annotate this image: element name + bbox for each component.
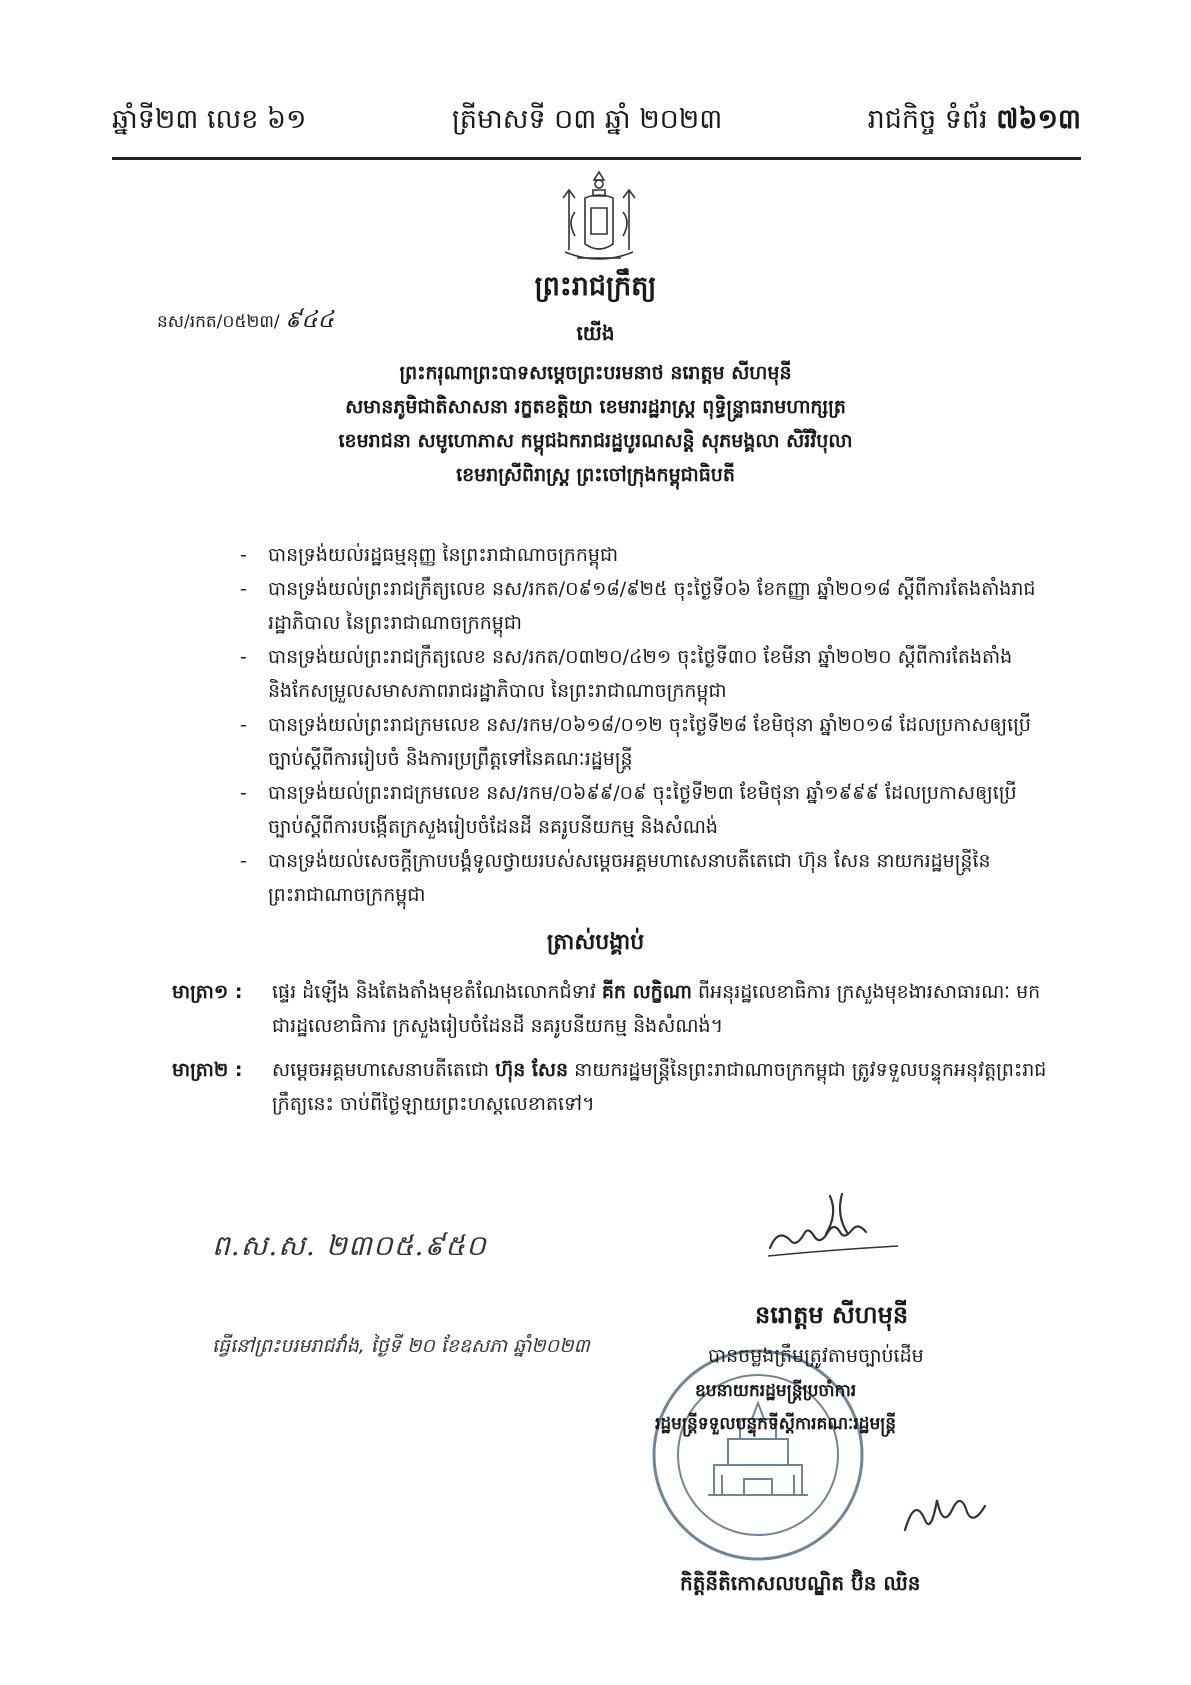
bullet-dash: - [240, 544, 247, 566]
official-seal-icon [648, 1345, 868, 1565]
preamble-item: - បានទ្រង់យល់ព្រះរាជក្រឹត្យលេខ នស/រកត/០៩១៨/៩២៥ ចុះថ្ងៃទី០៦ ខែកញ្ញា ឆ្នាំ២០១៨ ស្តីពីការតែងតាំងរាជរដ្ឋាភិបាល នៃព្រះរាជាណាចក្រកម្ពុជា [240, 572, 1040, 640]
king-name: នរោត្តម សីហមុនី [755, 1301, 909, 1329]
article-text: ផ្ទេរ ដំឡើង និងតែងតាំងមុខតំណែងលោកជំទាវ គីក លក្ខិណា ពីអនុរដ្ឋលេខាធិការ ក្រសួងមុខងារសាធារណៈ មកជារដ្ឋលេខាធិការ ក្រសួងរៀបចំដែនដី នគរូបនីយកម្ម និងសំណង់។ [272, 981, 1041, 1037]
decree-title: ព្រះរាជក្រឹត្យ [534, 271, 657, 302]
gazette-label: រាជកិច្ច ទំព័រ [867, 103, 988, 135]
bullet-dash: - [240, 578, 247, 600]
gazette-date: ត្រីមាសទី ០៣ ឆ្នាំ ២០២៣ [451, 103, 723, 135]
header-divider [112, 157, 1081, 160]
certified-copy-note: បានចម្លងត្រឹមត្រូវតាមច្បាប់ដើម [708, 1345, 924, 1367]
king-titles [230, 356, 961, 492]
king-signature-icon [760, 1188, 910, 1268]
king-title-line: ព្រះករុណាព្រះបាទសម្តេចព្រះបរមនាថ នរោត្តម សីហមុនី [399, 362, 792, 384]
prime-minister-name: ហ៊ុន សែន [495, 1059, 569, 1081]
appointee-name: គីក លក្ខិណា [601, 981, 692, 1003]
king-title-line: សមានភូមិជាតិសាសនា រក្ខតខត្តិយា ខេមរារដ្ឋរាស្ត្រ ពុទ្ធិន្ទ្រាធរាមហាក្សត្រ [345, 396, 846, 418]
article-label: មាត្រា២ : [172, 1059, 243, 1081]
bullet-dash: - [240, 646, 247, 668]
minister-title: រដ្ឋមន្ត្រីទទួលបន្ទុកទីស្តីការគណៈរដ្ឋមន្ត្រី [655, 1414, 897, 1434]
preamble-list [240, 538, 1040, 912]
gazette-page-label [868, 103, 1081, 142]
article-text: សម្តេចអគ្គមហាសេនាបតីតេជោ ហ៊ុន សែន នាយករដ្ឋមន្ត្រីនៃព្រះរាជាណាចក្រកម្ពុជា ត្រូវទទួលបន្ទុកអនុវត្តព្រះរាជក្រឹត្យនេះ ចាប់ពីថ្ងៃឡាយព្រះហស្តលេខាតទៅ។ [272, 1059, 1047, 1115]
minister-signature-icon [895, 1480, 995, 1550]
signatory-name: កិត្តិនីតិកោសលបណ្ឌិត ប៊ិន ឈិន [680, 1571, 921, 1595]
article-2 [172, 1053, 1052, 1121]
articles [172, 975, 1052, 1131]
reference-code: នស/រកត/០៥២៣/ [157, 312, 280, 332]
preamble-item: - បានទ្រង់យល់ព្រះរាជក្រឹត្យលេខ នស/រកត/០៣២០/៤២១ ចុះថ្ងៃទី៣០ ខែមីនា ឆ្នាំ២០២០ ស្តីពីការតែងតាំង និងកែសម្រួលសមាសភាពរាជរដ្ឋាភិបាល នៃព្រះរាជាណាចក្រកម្ពុជា [240, 640, 1040, 708]
deputy-title: ឧបនាយករដ្ឋមន្ត្រីប្រចាំការ [695, 1381, 857, 1401]
year-issue: ឆ្នាំទី២៣ លេខ ៦១ [112, 103, 307, 135]
king-title-line: ខេមរាស្រីពិរាស្ត្រ ព្រះចៅក្រុងកម្ពុជាធិបតី [456, 464, 735, 486]
gazette-header [112, 92, 1081, 152]
handwritten-reference: ព.ស.ស. ២៣០៥.៩៥០ [212, 1229, 487, 1262]
king-title-line: ខេមរាជនា សមូហោភាស កម្ពុជឯករាជរដ្ឋបូរណសន្តិ សុភមង្គលា សិរីវិបុលា [338, 430, 853, 452]
article-label: មាត្រា១ : [172, 981, 243, 1003]
preamble-item: - បានទ្រង់យល់ព្រះរាជក្រមលេខ នស/រកម/០៦៩៩/០៩ ចុះថ្ងៃទី២៣ ខែមិថុនា ឆ្នាំ១៩៩៩ ដែលប្រកាសឲ្យប្រើច្បាប់ស្តីពីការបង្កើតក្រសួងរៀបចំដែនដី នគរូបនីយកម្ម និងសំណង់ [240, 776, 1040, 844]
preamble-item: - បានទ្រង់យល់សេចក្តីក្រាបបង្គំទូលថ្វាយរបស់សម្តេចអគ្គមហាសេនាបតីតេជោ ហ៊ុន សែន នាយករដ្ឋមន្ត្រីនៃព្រះរាជាណាចក្រកម្ពុជា [240, 844, 1040, 912]
done-at-date: ធ្វើនៅព្រះបរមរាជវាំង, ថ្ងៃទី ២០ ខែឧសភា ឆ្នាំ២០២៣ [212, 1335, 590, 1357]
preamble-item: - បានទ្រង់យល់រដ្ឋធម្មនុញ្ញ នៃព្រះរាជាណាចក្រកម្ពុជា [240, 538, 1040, 572]
article-1 [172, 975, 1052, 1043]
bullet-dash: - [240, 850, 247, 872]
reference-handwritten: ៩៤៤ [285, 307, 334, 333]
we-heading: យើង [576, 321, 615, 345]
preamble-item: - បានទ្រង់យល់ព្រះរាជក្រមលេខ នស/រកម/០៦១៨/០១២ ចុះថ្ងៃទី២៨ ខែមិថុនា ឆ្នាំ២០១៨ ដែលប្រកាសឲ្យប្រើច្បាប់ស្តីពីការរៀបចំ និងការប្រព្រឹត្តទៅនៃគណៈរដ្ឋមន្ត្រី [240, 708, 1040, 776]
page-number: ៧៦១៣ [996, 103, 1081, 135]
bullet-dash: - [240, 782, 247, 804]
ordains-heading: ត្រាស់បង្គាប់ [546, 930, 645, 955]
royal-emblem-icon [555, 168, 643, 266]
bullet-dash: - [240, 714, 247, 736]
